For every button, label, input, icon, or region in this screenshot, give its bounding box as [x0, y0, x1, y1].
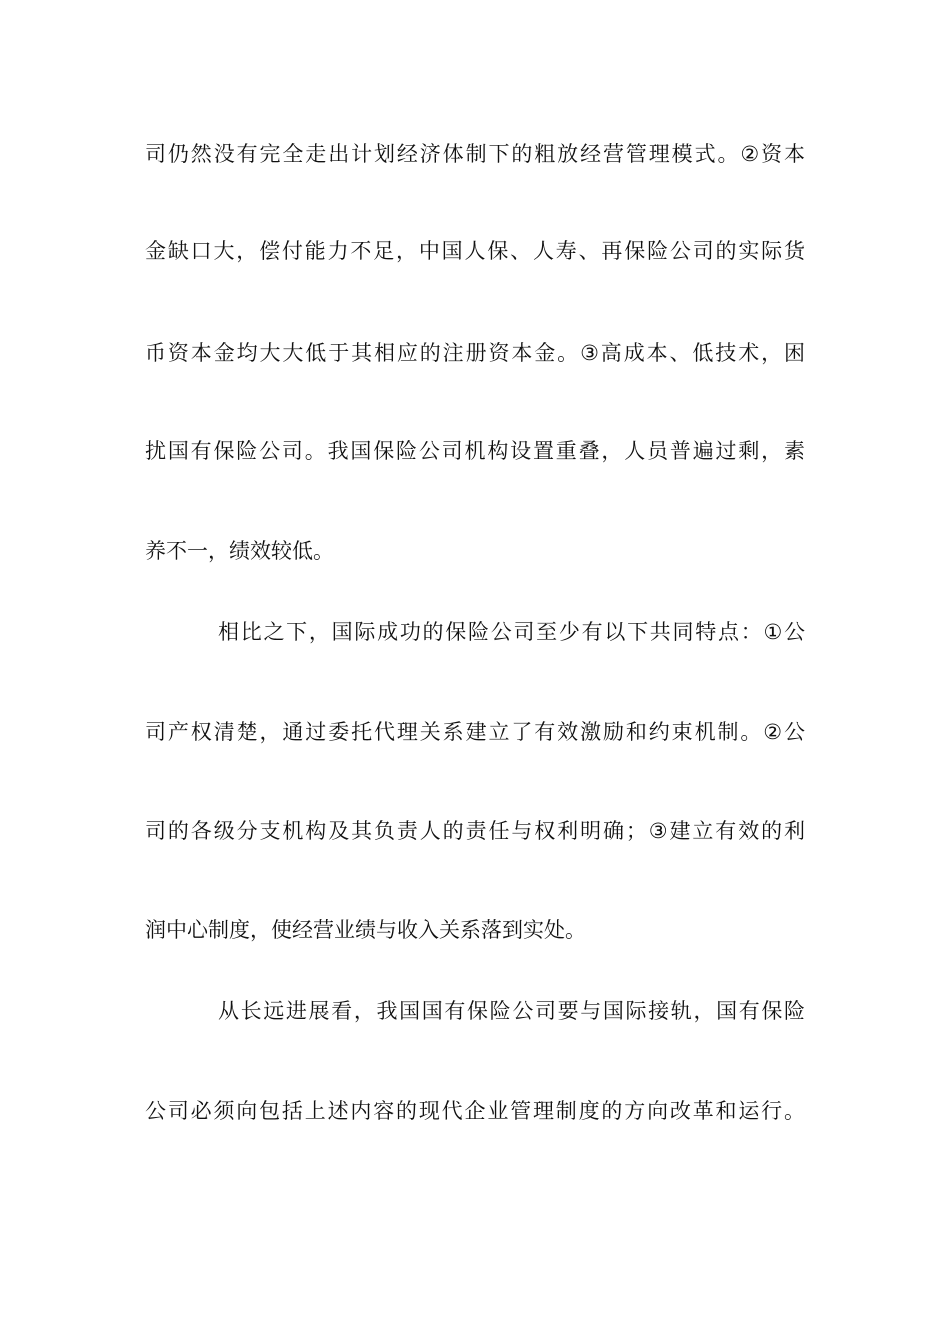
paragraph-first-line: 相比之下，国际成功的保险公司至少有以下共同特点：①公: [218, 620, 805, 644]
paragraph-line: 润中心制度，使经营业绩与收入关系落到实处。: [145, 918, 586, 942]
paragraph-line: 公司必须向包括上述内容的现代企业管理制度的方向改革和运行。: [145, 1099, 805, 1123]
paragraph-line: 司的各级分支机构及其负责人的责任与权利明确；③建立有效的利: [145, 819, 805, 843]
paragraph-line: 扰国有保险公司。我国保险公司机构设置重叠，人员普遍过剩，素: [145, 439, 805, 463]
paragraph-first-line: 从长远进展看，我国国有保险公司要与国际接轨，国有保险: [218, 999, 805, 1023]
paragraph-line: 养不一，绩效较低。: [145, 539, 334, 563]
paragraph-line: 金缺口大，偿付能力不足，中国人保、人寿、再保险公司的实际货: [145, 239, 805, 263]
paragraph-line: 币资本金均大大低于其相应的注册资本金。③高成本、低技术，困: [145, 341, 805, 365]
paragraph-line: 司仍然没有完全走出计划经济体制下的粗放经营管理模式。②资本: [145, 142, 805, 166]
paragraph-line: 司产权清楚，通过委托代理关系建立了有效激励和约束机制。②公: [145, 720, 805, 744]
